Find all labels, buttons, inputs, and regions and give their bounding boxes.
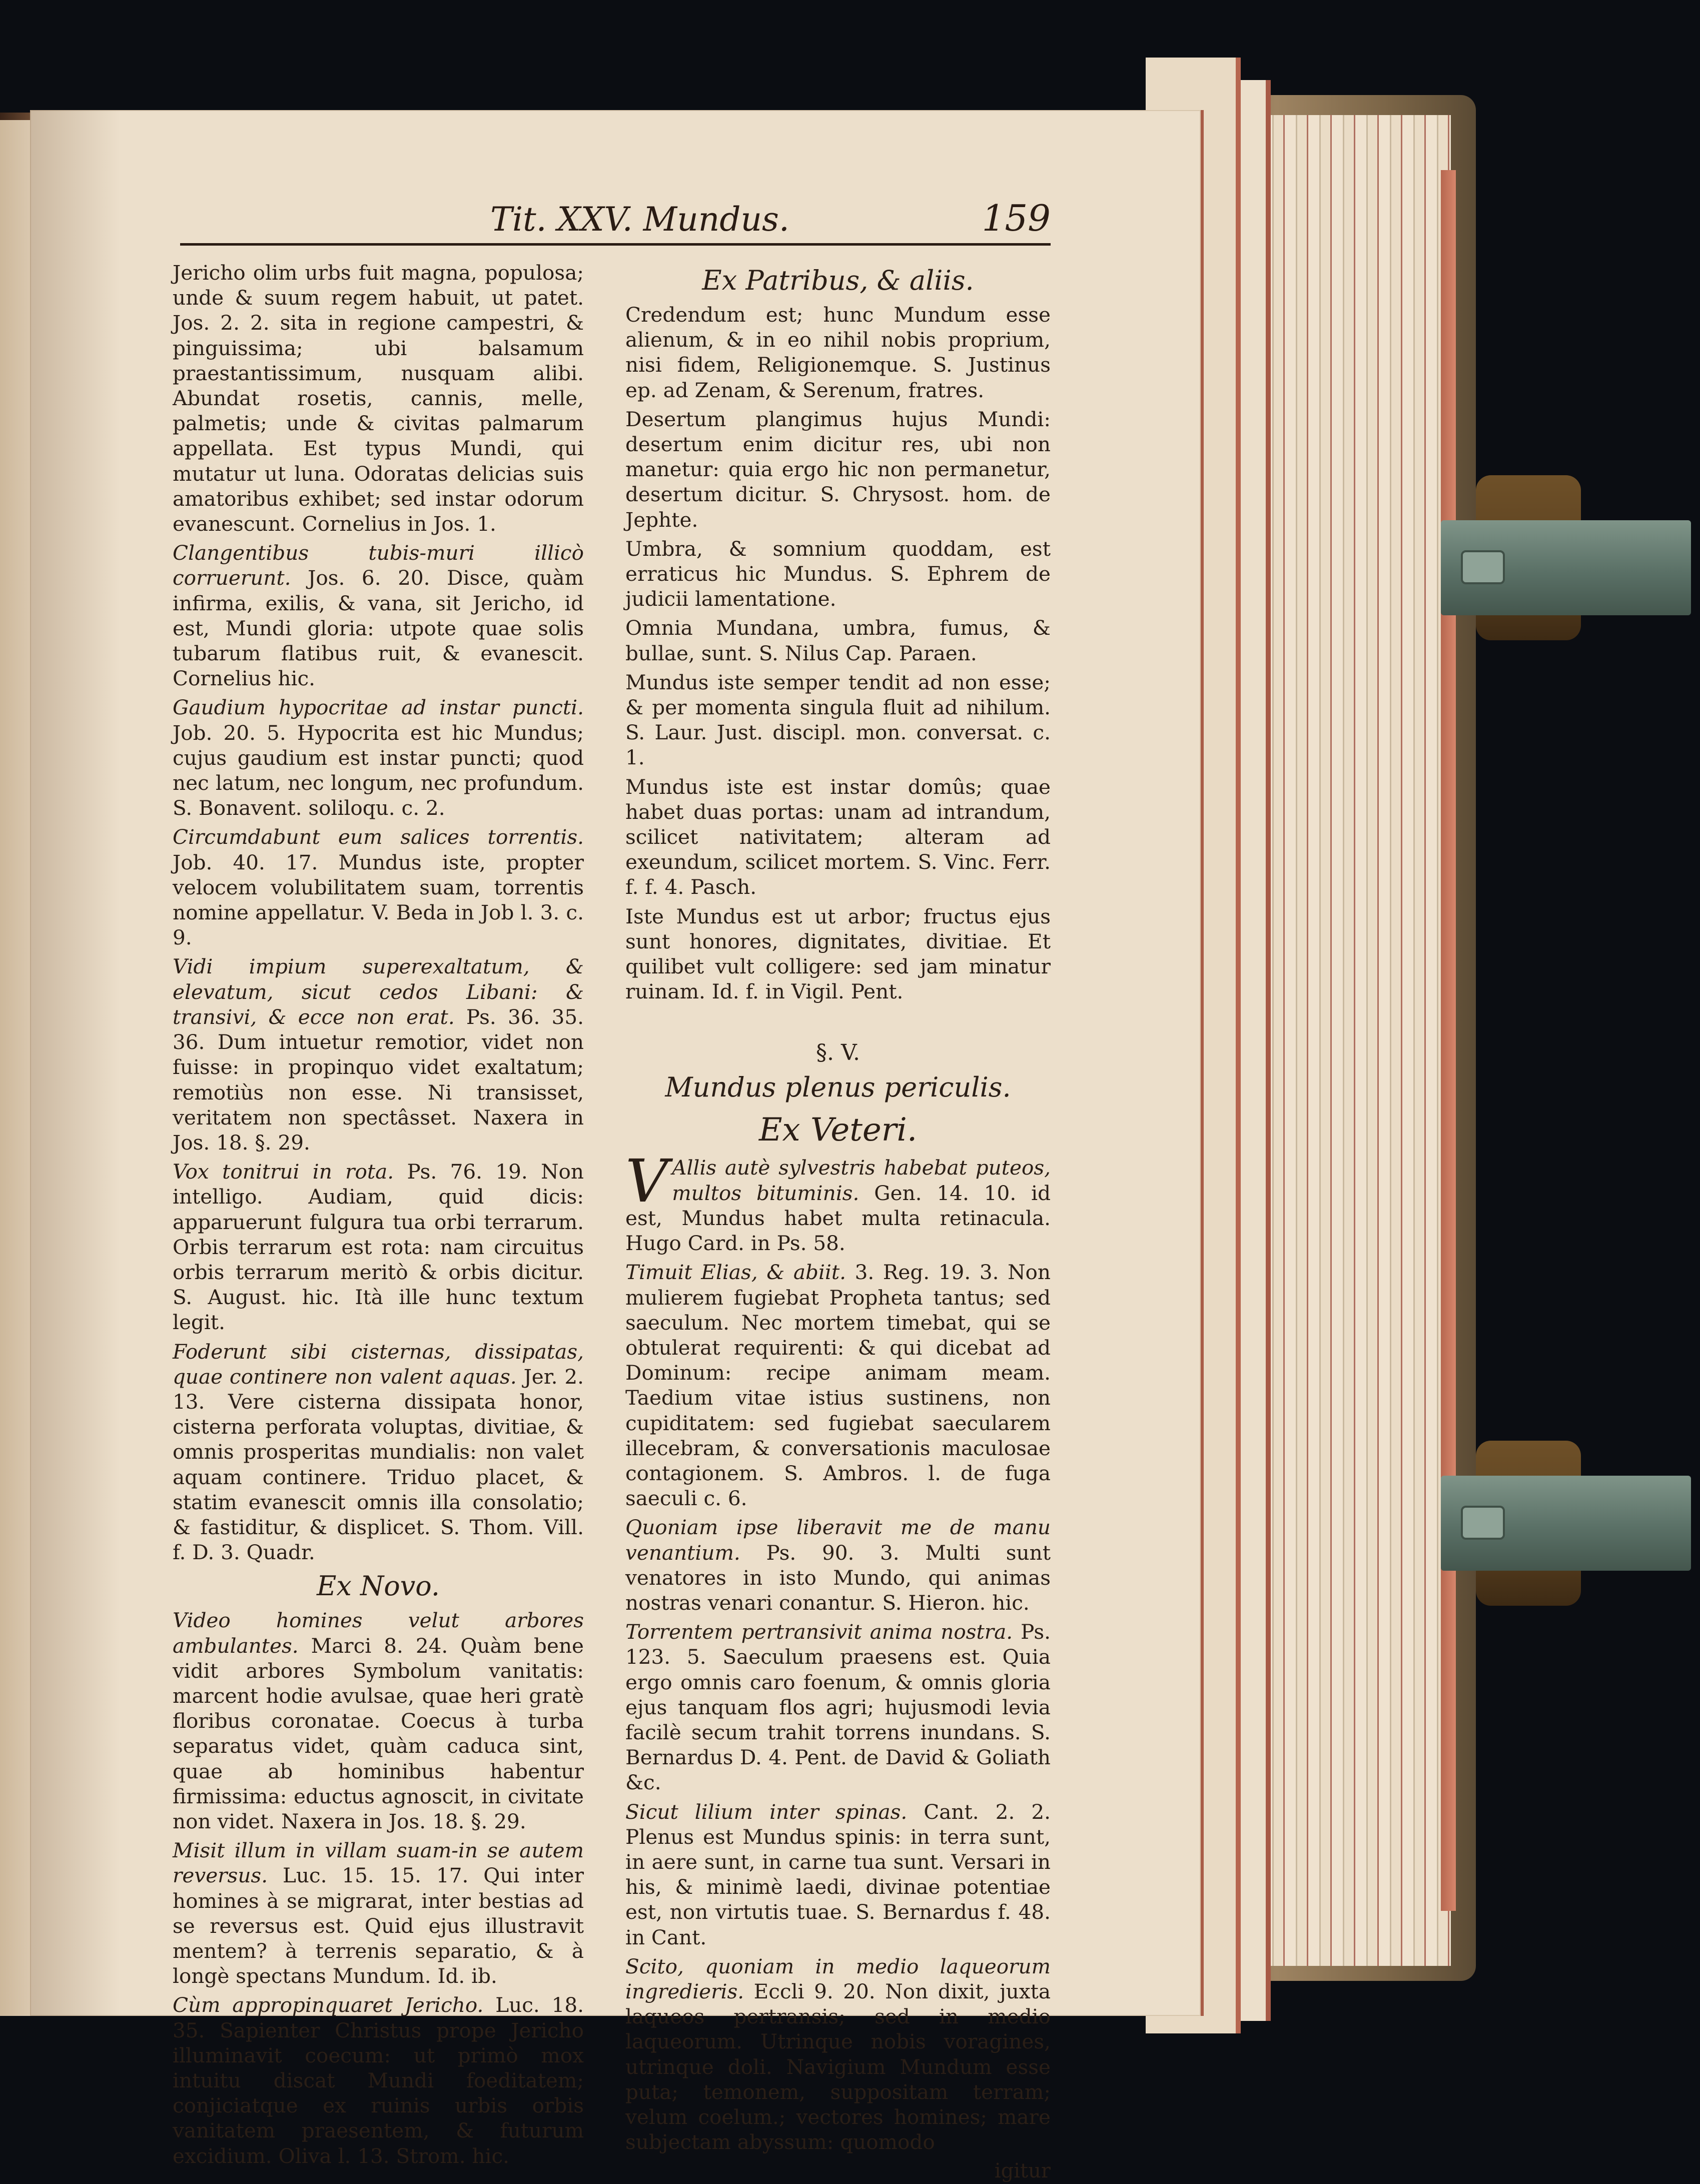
clasp-hinge-icon (1461, 1506, 1505, 1540)
clasp-hinge-icon (1461, 550, 1505, 584)
paragraph-text: Credendum est; hunc Mundum esse alienum, & in eo nihil nobis proprium, nisi fidem, Religionemque. S. Justinus ep. ad Zenam, & Serenum, fratres. (625, 303, 1051, 402)
text-paragraph (173, 954, 584, 1155)
text-paragraph (625, 774, 1051, 900)
text-paragraph (625, 1619, 1051, 1795)
text-paragraph (625, 670, 1051, 770)
paragraph-text: Eccli 9. 20. Non dixit, juxta laqueos pertransis; sed in medio laqueorum. Utrinque nobis voragines, utrinque doli. Navigium Mundum esse puta; temonem, suppositam terram; velum coelum.; vectores homines; mare subjectam abyssum: quomodo (625, 1979, 1051, 2154)
section-heading: Ex Novo. (316, 1570, 440, 1602)
clasp-strap-bottom (1441, 1476, 1691, 1571)
section-heading: Ex Patribus, & aliis. (702, 265, 974, 296)
section-number: §. V. (815, 1040, 861, 1066)
scripture-citation: Vox tonitrui in rota. (173, 1160, 394, 1184)
scripture-citation: Gaudium hypocritae ad instar puncti. (173, 695, 584, 720)
scripture-citation: Torrentem pertransivit anima nostra. (625, 1620, 1013, 1644)
clasp-strap-top (1441, 520, 1691, 615)
scripture-citation: Foderunt sibi cisternas, dissipatas, quae continere non valent aquas. (173, 1339, 584, 1389)
scripture-citation: Sicut lilium inter spinas. (625, 1799, 908, 1824)
paragraph-text: Ps. 36. 35. 36. Dum intuetur remotior, videt non fuisse: in propinquo videt exaltatum; remotiùs non esse. Ni transisset, veritatem non spectâsset. Naxera in Jos. 18. §. 29. (173, 1004, 584, 1155)
red-page-edge (1441, 170, 1456, 1911)
page-header (180, 185, 1051, 250)
text-paragraph (173, 1159, 584, 1335)
text-paragraph (173, 1339, 584, 1565)
scripture-citation: Vidi impium superexaltatum, & elevatum, sicut cedos Libani: & transivi, & ecce non erat. (173, 954, 584, 1029)
scripture-citation: Circumdabunt eum salices torrentis. (173, 825, 584, 849)
paragraph-text: Jer. 2. 13. Vere cisterna dissipata honor, cisterna perforata voluptas, divitiae, & omnis prosperitas mundialis: non valet aquam continere. Triduo placet, & statim evanescit omnis illa consolatio; & fastiditur, & displicet. S. Thom. Vill. f. D. 3. Quadr. (173, 1364, 584, 1565)
running-title: Tit. XXV. Mundus. (490, 200, 789, 239)
section-heading: Ex Veteri. (758, 1112, 918, 1149)
text-paragraph (625, 1954, 1051, 2155)
text-paragraph (173, 824, 584, 950)
paragraph-text: Marci 8. 24. Quàm bene vidit arbores Symbolum vanitatis: marcent hodie avulsae, quae heri gratè floribus coronatae. Coecus à turba separatus videt, quàm caduca sint, quae ab hominibus habentur firmissima: eductus agnoscit, in civitate non videt. Naxera in Jos. 18. §. 29. (173, 1633, 584, 1833)
text-paragraph (625, 904, 1051, 1004)
text-paragraph (625, 302, 1051, 403)
text-paragraph (625, 407, 1051, 532)
paragraph-text: Umbra, & somnium quoddam, est erraticus hic Mundus. S. Ephrem de judicii lamentatione. (625, 536, 1051, 611)
scripture-citation: Cùm appropinquaret Jericho. (173, 1993, 484, 2017)
paragraph-text: Jos. 6. 20. Disce, quàm infirma, exilis, & vana, sit Jericho, id est, Mundi gloria: utpote quae solis tubarum flatibus ruit, & evanescit. Cornelius hic. (173, 566, 584, 691)
paragraph-text: Desertum plangimus hujus Mundi: desertum enim dicitur res, ubi non manetur: quia ergo hic non permanetur, desertum dicitur. S. Chrysost. hom. de Jephte. (625, 407, 1051, 532)
paragraph-text: Luc. 15. 15. 17. Qui inter homines à se migrarat, inter bestias ad se reversus est. Quid ejus illustravit mentem? à terrenis separatio, & à longè spectans Mundum. Id. ib. (173, 1863, 584, 1988)
text-paragraph (173, 695, 584, 820)
text-paragraph (173, 260, 584, 536)
text-paragraph (625, 536, 1051, 612)
paragraph-text: Ps. 123. 5. Saeculum praesens est. Quia ergo omnis caro foenum, & omnis gloria ejus tanquam flos agri; hujusmodi levia facilè secum trahit torrens inundans. S. Bernardus D. 4. Pent. de David & Goliath &c. (625, 1620, 1051, 1795)
scripture-citation: Quoniam ipse liberavit me de manu venantium. (625, 1515, 1051, 1565)
text-paragraph (173, 1838, 584, 1988)
paragraph-text: Job. 40. 17. Mundus iste, propter velocem volubilitatem suam, torrentis nomine appellatur. V. Beda in Job l. 3. c. 9. (173, 850, 584, 950)
paragraph-text: Luc. 18. 35. Sapienter Christus prope Jericho illuminavit coecum: ut primò mox intuitu discat Mundi foeditatem; conjiciatque ex ruinis urbis orbis vanitatem praesentem, & futurum excidium. Oliva l. 13. Strom. hic. (173, 1993, 584, 2168)
text-paragraph (173, 1992, 584, 2168)
scripture-citation: Video homines velut arbores ambulantes. (173, 1608, 584, 1658)
paragraph-text: Ps. 76. 19. Non intelligo. Audiam, quid dicis: apparuerunt fulgura tua orbi terrarum. Orbis terrarum est rota: nam circuitus orbis terrarum meritò & orbis dicitur. S. August. hic. Ità ille hunc textum legit. (173, 1160, 584, 1335)
scripture-citation: Allis autè sylvestris habebat puteos, multos bituminis. (672, 1156, 1051, 1205)
text-paragraph (625, 1799, 1051, 1950)
paragraph-text: Ps. 90. 3. Multi sunt venatores in isto Mundo, qui animas nostras venari conantur. S. Hieron. hic. (625, 1540, 1051, 1615)
paragraph-text: Mundus iste est instar domûs; quae habet duas portas: unam ad intrandum, scilicet nativitatem; alteram ad exeundum, scilicet mortem. S. Vinc. Ferr. f. f. 4. Pasch. (625, 774, 1051, 899)
paragraph-text: Omnia Mundana, umbra, fumus, & bullae, sunt. S. Nilus Cap. Paraen. (625, 616, 1051, 665)
text-paragraph (625, 1260, 1051, 1511)
catchword: igitur (994, 2159, 1051, 2183)
text-paragraph (173, 1608, 584, 1834)
paragraph-text: Mundus iste semper tendit ad non esse; & per momenta singula fluit ad nihilum. S. Laur. Just. discipl. mon. conversat. c. 1. (625, 670, 1051, 770)
scripture-citation: Scito, quoniam in medio laqueorum ingredieris. (625, 1954, 1051, 2003)
paragraph-text: Iste Mundus est ut arbor; fructus ejus sunt honores, dignitates, divitiae. Et quilibet vult colligere: sed jam minatur ruinam. Id. f. in Vigil. Pent. (625, 904, 1051, 1004)
page-number: 159 (982, 197, 1051, 239)
drop-capital: V (625, 1147, 668, 1216)
scripture-citation: Clangentibus tubis-muri illicò corruerunt. (173, 541, 584, 590)
header-rule (180, 243, 1051, 246)
paragraph-text: Job. 20. 5. Hypocrita est hic Mundus; cujus gaudium est instar puncti; quod nec latum, nec longum, nec profundum. S. Bonavent. soliloqu. c. 2. (173, 720, 584, 820)
paragraph-text: Gen. 14. 10. id est, Mundus habet multa retinacula. Hugo Card. in Ps. 58. (625, 1181, 1051, 1256)
paragraph-text: Cant. 2. 2. Plenus est Mundus spinis: in terra sunt, in aere sunt, in carne tua sunt. Versari in his, & minimè laedi, divinae potentiae est, non virtutis tuae. S. Bernardus f. 48. in Cant. (625, 1799, 1051, 1949)
text-paragraph (625, 1147, 1051, 1256)
scripture-citation: Timuit Elias, & abiit. (625, 1260, 846, 1285)
text-paragraph (625, 1515, 1051, 1615)
left-text-column (173, 260, 584, 2172)
scripture-citation: Misit illum in villam suam-in se autem reversus. (173, 1838, 584, 1888)
paragraph-text: 3. Reg. 19. 3. Non mulierem fugiebat Propheta tantus; sed saeculum. Nec mortem timebat, qui se obtulerat requirenti: & qui dicebat ad Dominum: recipe animam meam. Taedium vitae istius sustinens, non cupiditatem: sed fugiebat saecularem illecebram, & conversationis maculosae contagionem. S. Ambros. l. de fuga saeculi c. 6. (625, 1260, 1051, 1511)
right-text-column (625, 260, 1051, 2184)
book-page (30, 110, 1204, 2183)
text-paragraph (173, 540, 584, 691)
paragraph-text: Jericho olim urbs fuit magna, populosa; unde & suum regem habuit, ut patet. Jos. 2. 2. sita in regione campestri, & pinguissima; ubi balsamum praestantissimum, nusquam alibi. Abundat rosetis, cannis, melle, palmetis; unde & civitas palmarum appellata. Est typus Mundi, qui mutatur ut luna. Odoratas delicias suis amatoribus exhibet; sed instar odorum evanescunt. Cornelius in Jos. 1. (173, 261, 584, 536)
text-paragraph (625, 615, 1051, 665)
section-heading: Mundus plenus periculis. (665, 1071, 1011, 1104)
